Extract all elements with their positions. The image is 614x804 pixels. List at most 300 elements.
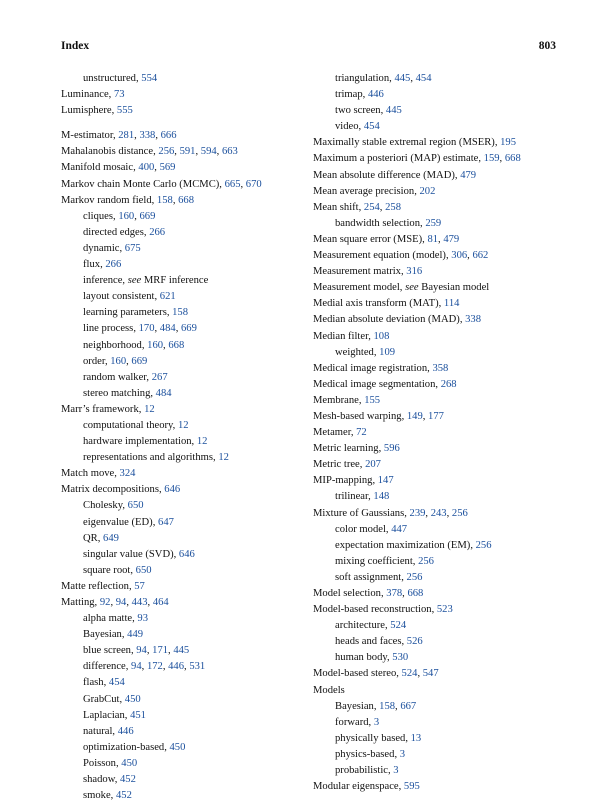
page-link[interactable]: 160: [118, 210, 135, 222]
page-link[interactable]: 445: [173, 645, 190, 657]
page-link[interactable]: 454: [415, 73, 432, 84]
index-term: Measurement model: [313, 282, 400, 294]
index-term: stereo matching: [83, 387, 151, 399]
index-term: line process: [83, 323, 134, 335]
index-entry: Metamer, 72: [313, 427, 367, 439]
index-subentry: triangulation, 445, 454: [335, 73, 432, 84]
see-reference-target: MRF inference: [143, 275, 209, 287]
running-header-title: Index: [61, 40, 90, 52]
index-term: Mean square error (MSE): [313, 233, 423, 245]
index-entry: [313, 683, 573, 699]
index-term: human body: [335, 652, 387, 664]
index-subentry: random walker, 267: [83, 371, 168, 383]
index-letter-gap: [61, 119, 301, 128]
page-link[interactable]: 669: [131, 355, 148, 367]
page-link[interactable]: 667: [400, 700, 417, 712]
index-term: Maximally stable extremal region (MSER): [313, 137, 495, 149]
page-link[interactable]: 484: [159, 323, 176, 335]
index-term: cliques: [83, 210, 114, 222]
index-subentry: two screen, 445: [335, 105, 402, 117]
index-subentry: square root, 650: [83, 564, 152, 576]
index-entry: Metric tree, 207: [313, 459, 381, 471]
index-term: square root: [83, 564, 131, 576]
index-term: trimap: [335, 89, 363, 101]
index-entry: Lumisphere, 555: [61, 105, 133, 117]
page-link[interactable]: 524: [390, 620, 407, 632]
page-link[interactable]: 159: [483, 153, 500, 165]
index-entry: Mean square error (MSE), 81, 479: [313, 233, 460, 245]
index-entry: Metric learning, 596: [313, 443, 400, 455]
page-link[interactable]: 446: [168, 661, 185, 673]
page-link[interactable]: 267: [151, 371, 168, 383]
index-subentry: Bayesian, 158, 667: [335, 700, 417, 712]
index-term: soft assignment: [335, 571, 402, 583]
page-link[interactable]: 202: [419, 185, 436, 197]
page-link[interactable]: 160: [147, 339, 164, 351]
page-link[interactable]: 57: [134, 580, 145, 592]
index-term: optimization-based: [83, 741, 165, 753]
page-link[interactable]: 547: [422, 668, 439, 680]
index-entry: Manifold mosaic, 400, 569: [61, 162, 176, 174]
index-subentry: Cholesky, 650: [83, 500, 144, 512]
page-link[interactable]: 650: [135, 564, 152, 576]
index-term: Mahalanobis distance: [61, 146, 154, 158]
index-term: QR: [83, 532, 98, 544]
page-link[interactable]: 670: [245, 178, 262, 190]
index-term: physically based: [335, 732, 406, 744]
page-link[interactable]: 13: [410, 732, 422, 744]
index-subentry: inference, see MRF inference: [83, 275, 209, 287]
index-subentry: singular value (SVD), 646: [83, 548, 195, 560]
page-link[interactable]: 446: [117, 725, 134, 737]
index-subentry: shadow, 452: [83, 774, 136, 786]
page-link[interactable]: 259: [425, 217, 442, 229]
page-link[interactable]: 555: [116, 105, 133, 117]
page-link[interactable]: 454: [363, 121, 380, 133]
page-link[interactable]: 446: [367, 89, 384, 101]
index-term: singular value (SVD): [83, 548, 174, 560]
index-subentry: weighted, 109: [335, 346, 396, 358]
page-link[interactable]: 12: [177, 419, 189, 431]
page-link[interactable]: 464: [152, 597, 169, 608]
index-term: MIP-mapping: [313, 475, 373, 487]
index-entry: Markov chain Monte Carlo (MCMC), 665, 670: [61, 178, 262, 190]
page-link[interactable]: 12: [144, 403, 155, 415]
index-term: Mean average precision: [313, 185, 415, 197]
page-link[interactable]: 177: [428, 410, 444, 422]
index-subentry: layout consistent, 621: [83, 291, 176, 303]
page-link[interactable]: 662: [472, 250, 489, 262]
index-term: physics-based: [335, 748, 395, 760]
page-link[interactable]: 94: [115, 597, 127, 608]
index-term: Models: [313, 684, 345, 696]
index-entry: Medical image registration, 358: [313, 362, 449, 374]
index-entry: Measurement matrix, 316: [313, 266, 423, 278]
page-link[interactable]: 443: [131, 597, 148, 608]
index-entry: Maximum a posteriori (MAP) estimate, 159, 668: [313, 153, 521, 165]
page-link[interactable]: 647: [158, 516, 174, 528]
index-term: Median absolute deviation (MAD): [313, 314, 460, 326]
page-link[interactable]: 668: [504, 153, 521, 165]
page-link[interactable]: 256: [158, 146, 175, 158]
index-subentry: flash, 454: [83, 677, 125, 689]
index-subentry: physics-based, 3: [335, 748, 406, 760]
index-term: Luminance: [61, 89, 109, 101]
index-term: blue screen: [83, 645, 131, 657]
index-term: unstructured: [83, 73, 136, 84]
index-entry: Maximally stable extremal region (MSER), 195: [313, 137, 517, 149]
page-link[interactable]: 668: [168, 339, 185, 351]
index-subentry: probabilistic, 3: [335, 765, 399, 777]
index-term: representations and algorithms: [83, 452, 214, 464]
page-link[interactable]: 450: [169, 741, 186, 753]
index-column-left: [61, 71, 301, 804]
index-entry: Modular eigenspace, 595: [313, 781, 420, 793]
page-link[interactable]: 148: [373, 491, 390, 503]
page-link[interactable]: 621: [159, 291, 176, 303]
page-link[interactable]: 665: [224, 178, 241, 190]
page-link[interactable]: 484: [155, 387, 172, 399]
index-term: Mean absolute difference (MAD): [313, 169, 455, 181]
page-link[interactable]: 94: [136, 645, 147, 657]
index-entry: Model selection, 378, 668: [313, 588, 424, 599]
index-term: random walker: [83, 371, 147, 383]
index-term: Match move: [61, 468, 115, 480]
page-link[interactable]: 93: [137, 613, 149, 625]
index-term: Matrix decompositions: [61, 484, 159, 496]
page-link[interactable]: 155: [364, 394, 381, 406]
index-entry: Median filter, 108: [313, 330, 390, 342]
index-entry: Medial axis transform (MAT), 114: [313, 298, 460, 310]
index-term: weighted: [335, 346, 374, 358]
index-term: GrabCut: [83, 693, 120, 705]
page-link[interactable]: 594: [200, 146, 217, 158]
index-entry: Match move, 324: [61, 468, 136, 480]
page-link[interactable]: 158: [379, 700, 396, 712]
page-link[interactable]: 256: [406, 571, 423, 583]
index-entry: Model-based reconstruction, 523: [313, 604, 453, 616]
index-subentry: natural, 446: [83, 725, 134, 737]
page-link[interactable]: 324: [119, 468, 136, 480]
page-link[interactable]: 569: [159, 162, 176, 174]
index-term: heads and faces: [335, 636, 402, 648]
index-term: Matte reflection: [61, 580, 129, 592]
page-link[interactable]: 591: [179, 146, 196, 158]
index-entry: Model-based stereo, 524, 547: [313, 668, 439, 680]
index-entry: MIP-mapping, 147: [313, 475, 394, 487]
index-subentry: bandwidth selection, 259: [335, 217, 442, 229]
index-term: Matting: [61, 597, 95, 608]
page-link[interactable]: 92: [99, 597, 111, 608]
index-term: triangulation: [335, 73, 390, 84]
index-term: Markov random field: [61, 194, 152, 206]
index-entry: Markov random field, 158, 668: [61, 194, 194, 206]
index-entry: Mean average precision, 202: [313, 185, 436, 197]
index-term: hardware implementation: [83, 436, 192, 448]
page-link[interactable]: 668: [407, 588, 424, 599]
index-entry: Mean shift, 254, 258: [313, 201, 401, 213]
page-link[interactable]: 207: [365, 459, 381, 471]
index-term: probabilistic: [335, 765, 388, 777]
page-link[interactable]: 646: [164, 484, 181, 496]
index-subentry: heads and faces, 526: [335, 636, 423, 648]
index-term: forward: [335, 716, 369, 728]
page-link[interactable]: 108: [373, 330, 390, 342]
page-link[interactable]: 447: [391, 523, 408, 535]
index-term: order: [83, 355, 105, 367]
page-link[interactable]: 258: [385, 201, 401, 213]
page-link[interactable]: 649: [103, 532, 119, 544]
index-subentry: unstructured, 554: [83, 73, 158, 84]
index-term: Metric learning: [313, 443, 379, 455]
page-link[interactable]: 452: [119, 774, 136, 786]
index-entry: Measurement model, see Bayesian model: [313, 282, 490, 294]
page-link[interactable]: 195: [500, 137, 517, 149]
index-term: Metamer: [313, 427, 351, 439]
index-term: Mesh-based warping: [313, 410, 402, 422]
page-link[interactable]: 12: [218, 452, 229, 464]
page-link[interactable]: 149: [406, 410, 423, 422]
index-entry: Median absolute deviation (MAD), 338: [313, 314, 481, 326]
index-subentry: QR, 649: [83, 532, 119, 544]
index-subentry: trimap, 446: [335, 89, 384, 101]
index-term: layout consistent: [83, 291, 155, 303]
page-link[interactable]: 73: [113, 89, 125, 101]
index-column-right: [313, 71, 573, 795]
index-term: trilinear: [335, 491, 369, 503]
index-term: dynamic: [83, 242, 120, 254]
index-subentry: color model, 447: [335, 523, 408, 535]
index-term: natural: [83, 725, 113, 737]
index-term: Medical image segmentation: [313, 378, 436, 390]
index-entry: Medical image segmentation, 268: [313, 378, 457, 390]
index-entry: Marr’s framework, 12: [61, 403, 155, 415]
page-link[interactable]: 358: [432, 362, 449, 374]
index-subentry: mixing coefficient, 256: [335, 555, 434, 567]
page-link[interactable]: 338: [139, 130, 156, 142]
index-subentry: physically based, 13: [335, 732, 422, 744]
index-term: M-estimator: [61, 130, 113, 142]
page-link[interactable]: 109: [379, 346, 396, 358]
page-link[interactable]: 243: [430, 507, 447, 519]
index-subentry: video, 454: [335, 121, 380, 133]
index-term: alpha matte: [83, 613, 133, 625]
page-link[interactable]: 675: [124, 242, 141, 254]
index-term: Measurement matrix: [313, 266, 401, 278]
index-term: Medical image registration: [313, 362, 428, 374]
index-term: mixing coefficient: [335, 555, 413, 567]
index-term: flux: [83, 259, 101, 271]
index-subentry: architecture, 524: [335, 620, 407, 632]
index-subentry: flux, 266: [83, 259, 122, 271]
index-term: Cholesky: [83, 500, 123, 512]
index-term: shadow: [83, 774, 115, 786]
page-link[interactable]: 316: [406, 266, 423, 278]
page-link[interactable]: 668: [178, 194, 194, 206]
page-link[interactable]: 306: [451, 250, 468, 262]
page-link[interactable]: 3: [399, 748, 406, 760]
index-term: architecture: [335, 620, 385, 632]
index-subentry: GrabCut, 450: [83, 693, 141, 705]
page-link[interactable]: 669: [180, 323, 197, 335]
page-link[interactable]: 378: [386, 588, 403, 599]
index-subentry: cliques, 160, 669: [83, 210, 156, 222]
index-subentry: Bayesian, 449: [83, 629, 144, 641]
index-term: Laplacian: [83, 709, 125, 721]
index-term: expectation maximization (EM): [335, 539, 471, 551]
index-subentry: Poisson, 450: [83, 757, 138, 769]
index-subentry: representations and algorithms, 12: [83, 452, 229, 464]
index-term: Manifold mosaic: [61, 162, 134, 174]
index-term: Bayesian: [335, 700, 374, 712]
page-link[interactable]: 445: [394, 73, 411, 84]
index-subentry: dynamic, 675: [83, 242, 141, 254]
page-link[interactable]: 479: [443, 233, 460, 245]
see-reference-label: see: [127, 275, 142, 287]
index-subentry: human body, 530: [335, 652, 409, 664]
page-link[interactable]: 239: [409, 507, 426, 519]
page-link[interactable]: 170: [138, 323, 155, 335]
page-link[interactable]: 646: [178, 548, 195, 560]
page-link[interactable]: 256: [418, 555, 434, 567]
index-entry: Membrane, 155: [313, 394, 381, 406]
index-entry: Mean absolute difference (MAD), 479: [313, 169, 477, 181]
page-link[interactable]: 268: [440, 378, 457, 390]
index-term: Maximum a posteriori (MAP) estimate: [313, 153, 479, 165]
page-link[interactable]: 595: [403, 781, 420, 793]
page-link[interactable]: 158: [156, 194, 173, 206]
page-link[interactable]: 72: [356, 427, 367, 439]
index-entry: Mesh-based warping, 149, 177: [313, 410, 444, 422]
see-reference-label: see: [405, 282, 419, 294]
page-number: 803: [538, 40, 556, 52]
index-term: bandwidth selection: [335, 217, 421, 229]
index-subentry: difference, 94, 172, 446, 531: [83, 661, 206, 673]
index-term: directed edges: [83, 226, 144, 238]
index-term: Medial axis transform (MAT): [313, 298, 439, 310]
index-term: Median filter: [313, 330, 369, 342]
index-term: smoke: [83, 790, 111, 802]
index-subentry: learning parameters, 158: [83, 307, 189, 319]
index-term: Mean shift: [313, 201, 359, 213]
index-entry: Mahalanobis distance, 256, 591, 594, 663: [61, 146, 238, 158]
index-term: Metric tree: [313, 459, 360, 471]
page-link[interactable]: 450: [121, 757, 138, 769]
page-link[interactable]: 281: [118, 130, 135, 142]
index-subentry: expectation maximization (EM), 256: [335, 539, 492, 551]
page-link[interactable]: 666: [160, 130, 177, 142]
index-subentry: smoke, 452: [83, 790, 132, 802]
index-subentry: alpha matte, 93: [83, 613, 149, 625]
page-link[interactable]: 554: [141, 73, 158, 84]
page-link[interactable]: 266: [105, 259, 122, 271]
page-link[interactable]: 449: [127, 629, 144, 641]
page-link[interactable]: 256: [475, 539, 492, 551]
page-link[interactable]: 3: [393, 765, 399, 777]
index-subentry: hardware implementation, 12: [83, 436, 208, 448]
index-term: inference: [83, 275, 123, 287]
index-term: flash: [83, 677, 104, 689]
page-link[interactable]: 479: [460, 169, 477, 181]
page-link[interactable]: 94: [131, 661, 142, 673]
index-subentry: neighborhood, 160, 668: [83, 339, 185, 351]
page-link[interactable]: 338: [465, 314, 481, 326]
index-subentry: stereo matching, 484: [83, 387, 172, 399]
index-term: Bayesian: [83, 629, 122, 641]
page-link[interactable]: 254: [363, 201, 380, 213]
index-term: Markov chain Monte Carlo (MCMC): [61, 178, 220, 190]
index-term: Lumisphere: [61, 105, 112, 117]
index-term: color model: [335, 523, 386, 535]
index-subentry: blue screen, 94, 171, 445: [83, 645, 190, 657]
page-link[interactable]: 531: [189, 661, 206, 673]
page-link[interactable]: 114: [443, 298, 460, 310]
page-link[interactable]: 445: [385, 105, 402, 117]
index-term: neighborhood: [83, 339, 142, 351]
page-link[interactable]: 524: [401, 668, 418, 680]
page-link[interactable]: 12: [196, 436, 208, 448]
index-term: Model-based reconstruction: [313, 604, 432, 616]
index-subentry: eigenvalue (ED), 647: [83, 516, 174, 528]
index-entry: Luminance, 73: [61, 89, 125, 101]
page-link[interactable]: 160: [110, 355, 127, 367]
page-link[interactable]: 172: [146, 661, 163, 673]
index-term: difference: [83, 661, 126, 673]
see-reference-target: Bayesian model: [421, 282, 490, 294]
page-link[interactable]: 3: [373, 716, 380, 728]
index-term: video: [335, 121, 359, 133]
page-link[interactable]: 451: [130, 709, 146, 721]
index-term: Measurement equation (model): [313, 250, 446, 262]
page-link[interactable]: 452: [115, 790, 132, 802]
index-term: computational theory: [83, 419, 173, 431]
index-entry: Measurement equation (model), 306, 662: [313, 250, 489, 262]
index-subentry: line process, 170, 484, 669: [83, 323, 197, 335]
page-link[interactable]: 526: [406, 636, 423, 648]
index-subentry: optimization-based, 450: [83, 741, 186, 753]
index-entry: Matte reflection, 57: [61, 580, 145, 592]
page-link[interactable]: 158: [172, 307, 189, 319]
page-link[interactable]: 523: [436, 604, 453, 616]
page-link[interactable]: 663: [221, 146, 238, 158]
index-term: Modular eigenspace: [313, 781, 399, 793]
page-link[interactable]: 530: [392, 652, 409, 664]
index-subentry: computational theory, 12: [83, 419, 189, 431]
index-subentry: Laplacian, 451: [83, 709, 146, 721]
index-subentry: forward, 3: [335, 716, 380, 728]
page-link[interactable]: 454: [108, 677, 125, 689]
index-subentry: order, 160, 669: [83, 355, 148, 367]
page-link[interactable]: 256: [451, 507, 468, 519]
page-link[interactable]: 400: [138, 162, 155, 174]
page-link[interactable]: 596: [383, 443, 400, 455]
page-link[interactable]: 81: [427, 233, 439, 245]
index-term: Membrane: [313, 394, 359, 406]
index-term: eigenvalue (ED): [83, 516, 153, 528]
page-link[interactable]: 147: [377, 475, 394, 487]
page-link[interactable]: 171: [152, 645, 169, 657]
index-term: Marr’s framework: [61, 403, 139, 415]
index-entry: M-estimator, 281, 338, 666: [61, 130, 177, 142]
index-term: two screen: [335, 105, 381, 117]
page-link[interactable]: 650: [127, 500, 144, 512]
index-term: Poisson: [83, 757, 116, 769]
page-link[interactable]: 266: [149, 226, 166, 238]
index-term: Mixture of Gaussians: [313, 507, 405, 519]
page-link[interactable]: 450: [124, 693, 141, 705]
index-entry: Matrix decompositions, 646: [61, 484, 181, 496]
page-link[interactable]: 669: [139, 210, 156, 222]
